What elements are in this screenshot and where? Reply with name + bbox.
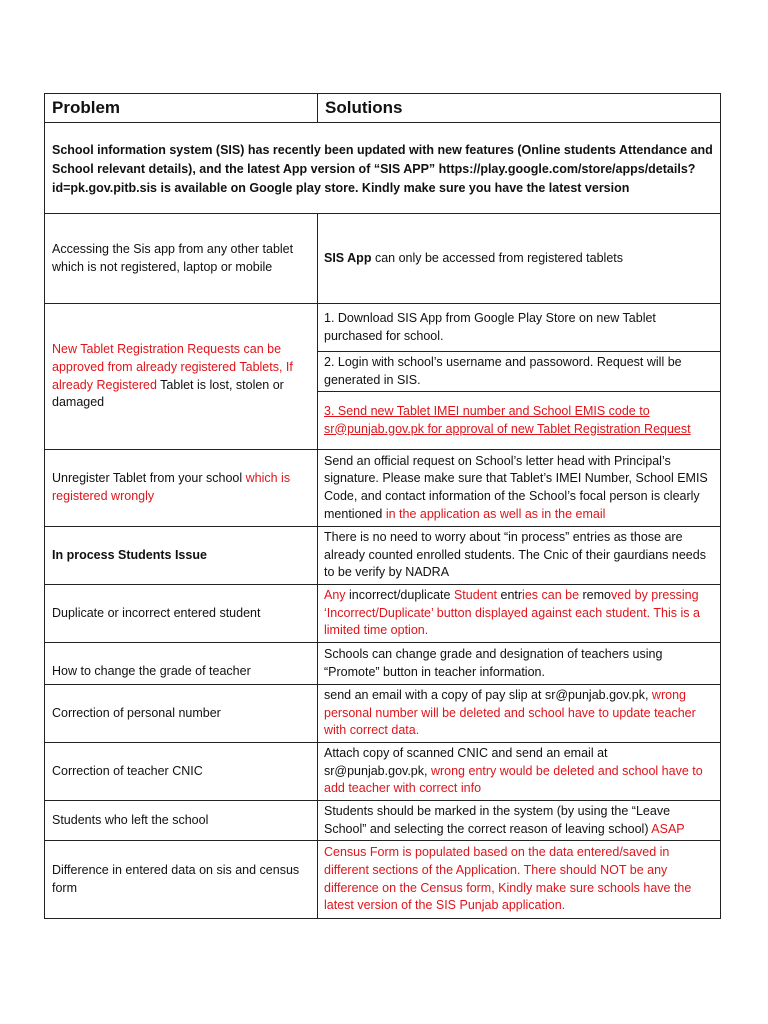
- solution-cell: 3. Send new Tablet IMEI number and School EMIS code to sr@punjab.gov.pk for approval of new Tablet Registration Request: [318, 392, 721, 450]
- table-row: [45, 304, 721, 352]
- table-row: [45, 527, 721, 585]
- solution-cell: Census Form is populated based on the data entered/saved in different sections of the Application. There should NOT be any difference on the Census form, Kindly make sure schools have the latest version of the SIS Punjab application.: [318, 841, 721, 919]
- solution-bold-text: SIS App: [324, 250, 372, 265]
- table-row: [45, 450, 721, 527]
- problem-red-text: which is registered wrongly: [52, 471, 291, 503]
- solution-cell: [318, 214, 721, 304]
- problem-cell: In process Students Issue: [45, 527, 318, 585]
- problem-cell: How to change the grade of teacher: [45, 643, 318, 685]
- solution-cell: [318, 801, 721, 841]
- problem-cell: Correction of teacher CNIC: [45, 743, 318, 801]
- solution-cell: 1. Download SIS App from Google Play Store on new Tablet purchased for school.: [318, 304, 721, 352]
- problem-cell: Correction of personal number: [45, 685, 318, 743]
- solution-cell: [318, 450, 721, 527]
- solution-red-text: wrong entry would be deleted and school have to add teacher with correct info: [324, 763, 703, 796]
- solution-red-text: wrong personal number will be deleted and school have to update teacher with correct data.: [324, 688, 696, 738]
- solution-cell: 2. Login with school’s username and passoword. Request will be generated in SIS.: [318, 352, 721, 392]
- problem-cell: Students who left the school: [45, 801, 318, 841]
- problem-cell: Difference in entered data on sis and census form: [45, 841, 318, 919]
- solution-cell: [318, 685, 721, 743]
- table-row: [45, 585, 721, 643]
- solution-text: Send an official request on School’s letter head with Principal’s signature. Please make sure that Tablet’s IMEI Number, School EMIS Code, and contact information of the School’s focal person is clearly mentioned: [324, 453, 708, 521]
- solution-cell: [318, 743, 721, 801]
- solution-red-text: Any: [324, 588, 346, 603]
- intro-row: [45, 123, 721, 214]
- table-row: [45, 643, 721, 685]
- table-header-row: [45, 94, 721, 123]
- solution-red-text: in the application as well as in the email: [382, 506, 606, 521]
- problem-text: Tablet is lost, stolen or damaged: [52, 377, 284, 410]
- problem-column-header: Problem: [45, 94, 318, 123]
- solution-text: remo: [579, 588, 611, 603]
- problem-cell: Accessing the Sis app from any other tablet which is not registered, laptop or mobile: [45, 214, 318, 304]
- solution-red-text: Student: [453, 588, 498, 603]
- solutions-column-header: Solutions: [318, 94, 721, 123]
- problem-cell: [45, 304, 318, 450]
- solution-text: incorrect/duplicate: [345, 588, 454, 603]
- problem-cell: Duplicate or incorrect entered student: [45, 585, 318, 643]
- intro-text: School information system (SIS) has recently been updated with new features (Online students Attendance and School relevant details), and the latest App version of “SIS APP” https://play.google.com/store/apps/details?id=pk.gov.pitb.sis is available on Google play store. Kindly make sure you have the latest version: [45, 123, 721, 214]
- solution-text: Attach copy of scanned CNIC and send an email at sr@punjab.gov.pk,: [324, 746, 608, 778]
- solution-text: entr: [497, 588, 523, 603]
- solution-cell: [318, 585, 721, 643]
- problem-text: Unregister Tablet from your school: [52, 471, 246, 486]
- solution-text: can only be accessed from registered tablets: [371, 250, 623, 265]
- solution-cell: There is no need to worry about “in process” entries as those are already counted enrolled students. The Cnic of their gaurdians needs to be verify by NADRA: [318, 527, 721, 585]
- solution-text: Students should be marked in the system (by using the “Leave School” and selecting the correct reason of leaving school): [324, 803, 671, 836]
- table-row: [45, 685, 721, 743]
- solution-red-text: ies can be: [522, 588, 580, 603]
- problem-red-text: New Tablet Registration Requests can be approved from already registered Tablets, If already Registered: [52, 342, 293, 392]
- faq-table: [44, 93, 721, 919]
- table-row: [45, 801, 721, 841]
- solution-text: send an email with a copy of pay slip at sr@punjab.gov.pk,: [324, 688, 652, 703]
- solution-cell: Schools can change grade and designation of teachers using “Promote” button in teacher information.: [318, 643, 721, 685]
- solution-red-text: ved by pressing ‘Incorrect/Duplicate’ button displayed against each student. This is a limited time option.: [324, 588, 700, 638]
- solution-red-text: ASAP: [651, 821, 685, 836]
- table-row: [45, 743, 721, 801]
- problem-cell: [45, 450, 318, 527]
- table-row: [45, 841, 721, 919]
- table-row: [45, 214, 721, 304]
